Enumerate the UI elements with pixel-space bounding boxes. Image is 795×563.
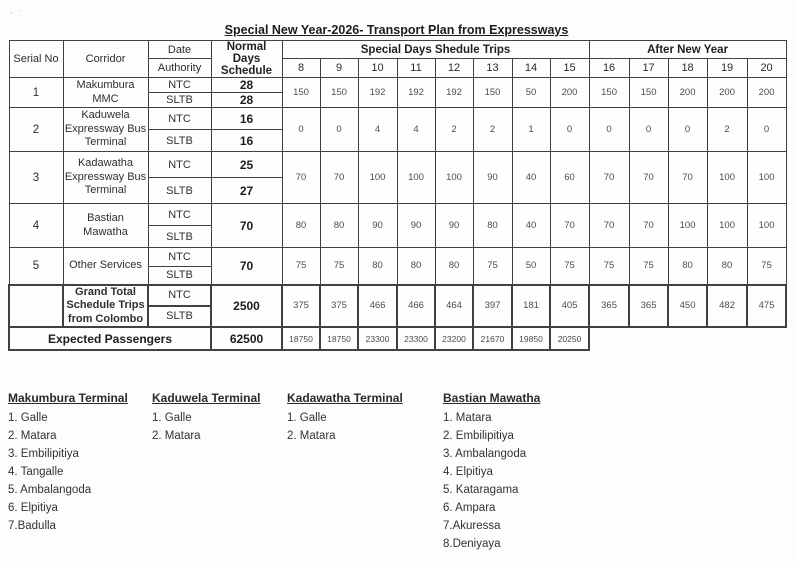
authority-sltb-cell: SLTB: [148, 93, 211, 108]
serial-cell: [9, 285, 63, 328]
trips-cell: 2: [435, 108, 473, 152]
trips-cell: 40: [512, 152, 550, 204]
trips-cell: 192: [435, 78, 473, 108]
day-header-cell: 10: [358, 59, 397, 78]
trips-cell: 90: [473, 152, 512, 204]
trips-cell: 475: [747, 285, 786, 328]
trips-cell: 70: [320, 152, 358, 204]
expected-value-cell: 20250: [550, 327, 589, 350]
transport-plan-table: [8, 40, 787, 351]
serial-cell: 4: [9, 204, 63, 248]
trips-cell: 0: [747, 108, 786, 152]
col-header-normal-days: [211, 41, 282, 78]
serial-cell: 5: [9, 248, 63, 285]
trips-cell: 75: [282, 248, 320, 285]
trips-cell: 192: [397, 78, 435, 108]
day-header-cell: 18: [668, 59, 707, 78]
col-header-corridor: Corridor: [63, 41, 148, 78]
trips-cell: 75: [320, 248, 358, 285]
normal-days-line1: Normal Days: [226, 41, 267, 65]
trips-cell: 70: [550, 204, 589, 248]
col-header-date: Date: [148, 41, 211, 59]
corridor-cell: Other Services: [63, 248, 148, 285]
trips-cell: 4: [358, 108, 397, 152]
trips-cell: 100: [358, 152, 397, 204]
trips-cell: 150: [629, 78, 668, 108]
list-item: 1. Galle: [287, 412, 327, 424]
list-item: 1. Matara: [443, 412, 492, 424]
trips-cell: 100: [707, 152, 747, 204]
trips-cell: 2: [473, 108, 512, 152]
list-item: 4. Tangalle: [8, 466, 64, 478]
trips-cell: 90: [397, 204, 435, 248]
trips-cell: 2: [707, 108, 747, 152]
serial-cell: 3: [9, 152, 63, 204]
corridor-cell: Kaduwela Expressway Bus Terminal: [63, 108, 148, 152]
schedule-ntc-cell: 16: [211, 108, 282, 130]
authority-sltb-cell: SLTB: [148, 178, 211, 204]
trips-cell: 80: [473, 204, 512, 248]
trips-cell: 482: [707, 285, 747, 328]
trips-cell: 0: [550, 108, 589, 152]
trips-cell: 100: [747, 152, 786, 204]
list-item: 4. Elpitiya: [443, 466, 493, 478]
trips-cell: 405: [550, 285, 589, 328]
trips-cell: 70: [629, 152, 668, 204]
expected-total-cell: 62500: [211, 327, 282, 350]
list-item: 1. Galle: [8, 412, 48, 424]
schedule-sltb-cell: 16: [211, 130, 282, 152]
col-header-after-new-year: After New Year: [589, 41, 786, 59]
schedule-ntc-cell: 28: [211, 78, 282, 93]
list-item: 1. Galle: [152, 412, 192, 424]
trips-cell: 365: [629, 285, 668, 328]
list-item: 6. Elpitiya: [8, 502, 58, 514]
list-item: 2. Embilipitiya: [443, 430, 514, 442]
list-item: 2. Matara: [152, 430, 201, 442]
trips-cell: 0: [629, 108, 668, 152]
authority-ntc-cell: NTC: [148, 204, 211, 226]
trips-cell: 90: [358, 204, 397, 248]
list-item: 5. Kataragama: [443, 484, 519, 496]
corridor-cell: Makumbura MMC: [63, 78, 148, 108]
trips-cell: 80: [435, 248, 473, 285]
list-title: Kadawatha Terminal: [287, 391, 403, 405]
trips-cell: 70: [668, 152, 707, 204]
trips-cell: 4: [397, 108, 435, 152]
list-title: Kaduwela Terminal: [152, 391, 261, 405]
trips-cell: 0: [282, 108, 320, 152]
trips-cell: 75: [589, 248, 629, 285]
trips-cell: 80: [397, 248, 435, 285]
trips-cell: 150: [589, 78, 629, 108]
day-header-cell: 19: [707, 59, 747, 78]
authority-ntc-cell: NTC: [148, 108, 211, 130]
list-kaduwela-terminal: [152, 391, 260, 445]
corridor-cell: Bastian Mawatha: [63, 204, 148, 248]
trips-cell: 375: [282, 285, 320, 328]
corridor-cell: Kadawatha Expressway Bus Terminal: [63, 152, 148, 204]
authority-sltb-cell: SLTB: [148, 267, 211, 285]
trips-cell: 40: [512, 204, 550, 248]
trips-cell: 80: [358, 248, 397, 285]
list-item: 8.Deniyaya: [443, 538, 501, 550]
trips-cell: 150: [282, 78, 320, 108]
trips-cell: 464: [435, 285, 473, 328]
col-header-special-days: Special Days Shedule Trips: [282, 41, 589, 59]
trips-cell: 80: [320, 204, 358, 248]
trips-cell: 100: [707, 204, 747, 248]
authority-ntc-cell: NTC: [148, 248, 211, 267]
day-header-cell: 20: [747, 59, 786, 78]
list-item: 7.Badulla: [8, 520, 56, 532]
trips-cell: 0: [668, 108, 707, 152]
authority-ntc-cell: NTC: [148, 78, 211, 93]
col-header-serial: Serial No: [9, 41, 63, 78]
trips-cell: 70: [629, 204, 668, 248]
trips-cell: 50: [512, 248, 550, 285]
trips-cell: 75: [747, 248, 786, 285]
list-item: 2. Matara: [287, 430, 336, 442]
trips-cell: 75: [473, 248, 512, 285]
list-title: Makumbura Terminal: [8, 391, 128, 405]
trips-cell: 200: [668, 78, 707, 108]
schedule-sltb-cell: 28: [211, 93, 282, 108]
serial-cell: 1: [9, 78, 63, 108]
day-header-cell: 13: [473, 59, 512, 78]
trips-cell: 375: [320, 285, 358, 328]
authority-ntc-cell: NTC: [148, 285, 211, 306]
list-kadawatha-terminal: [287, 391, 403, 445]
trips-cell: 100: [668, 204, 707, 248]
trips-cell: 100: [435, 152, 473, 204]
grand-total-schedule: 2500: [211, 285, 282, 328]
expected-value-cell: 23300: [397, 327, 435, 350]
list-title: Bastian Mawatha: [443, 391, 541, 405]
trips-cell: 80: [668, 248, 707, 285]
trips-cell: 0: [320, 108, 358, 152]
expected-value-cell: 23300: [358, 327, 397, 350]
list-item: 6. Ampara: [443, 502, 496, 514]
trips-cell: 450: [668, 285, 707, 328]
trips-cell: 0: [589, 108, 629, 152]
list-makumbura-terminal: [8, 391, 128, 535]
trips-cell: 150: [320, 78, 358, 108]
authority-sltb-cell: SLTB: [148, 306, 211, 327]
list-item: 7.Akuressa: [443, 520, 501, 532]
day-header-cell: 17: [629, 59, 668, 78]
trips-cell: 181: [512, 285, 550, 328]
serial-cell: 2: [9, 108, 63, 152]
list-item: 3. Ambalangoda: [443, 448, 527, 460]
trips-cell: 466: [397, 285, 435, 328]
schedule-cell: 70: [211, 204, 282, 248]
schedule-cell: 70: [211, 248, 282, 285]
authority-ntc-cell: NTC: [148, 152, 211, 178]
trips-cell: 200: [747, 78, 786, 108]
trips-cell: 200: [707, 78, 747, 108]
trips-cell: 50: [512, 78, 550, 108]
expected-value-cell: 18750: [282, 327, 320, 350]
day-header-cell: 14: [512, 59, 550, 78]
trips-cell: 70: [282, 152, 320, 204]
trips-cell: 60: [550, 152, 589, 204]
trips-cell: 365: [589, 285, 629, 328]
list-item: 3. Embilipitiya: [8, 448, 79, 460]
list-bastian-mawatha: [443, 391, 540, 553]
list-item: 2. Matara: [8, 430, 57, 442]
list-item: 5. Ambalangoda: [8, 484, 92, 496]
trips-cell: 192: [358, 78, 397, 108]
day-header-cell: 16: [589, 59, 629, 78]
col-header-authority: Authority: [148, 59, 211, 78]
expected-value-cell: 21670: [473, 327, 512, 350]
day-header-cell: 11: [397, 59, 435, 78]
trips-cell: 70: [589, 204, 629, 248]
normal-days-line2: Schedule: [220, 65, 273, 77]
trips-cell: 75: [629, 248, 668, 285]
grand-total-label: Grand Total Schedule Trips from Colombo: [63, 285, 148, 328]
trips-cell: 1: [512, 108, 550, 152]
authority-sltb-cell: SLTB: [148, 226, 211, 248]
trips-cell: 397: [473, 285, 512, 328]
day-header-cell: 15: [550, 59, 589, 78]
expected-passengers-label: Expected Passengers: [9, 327, 211, 350]
trips-cell: 200: [550, 78, 589, 108]
trips-cell: 150: [473, 78, 512, 108]
day-header-cell: 9: [320, 59, 358, 78]
trips-cell: 100: [397, 152, 435, 204]
day-header-cell: 12: [435, 59, 473, 78]
day-header-cell: 8: [282, 59, 320, 78]
stray-pencil-mark: , ·: [10, 5, 25, 16]
page-title: Special New Year-2026- Transport Plan from Expressways: [224, 23, 569, 37]
trips-cell: 466: [358, 285, 397, 328]
trips-cell: 75: [550, 248, 589, 285]
trips-cell: 80: [707, 248, 747, 285]
expected-value-cell: 19850: [512, 327, 550, 350]
trips-cell: 80: [282, 204, 320, 248]
authority-sltb-cell: SLTB: [148, 130, 211, 152]
trips-cell: 90: [435, 204, 473, 248]
schedule-sltb-cell: 27: [211, 178, 282, 204]
expected-value-cell: 18750: [320, 327, 358, 350]
terminal-lists-section: [0, 391, 795, 556]
trips-cell: 70: [589, 152, 629, 204]
trips-cell: 100: [747, 204, 786, 248]
schedule-ntc-cell: 25: [211, 152, 282, 178]
expected-value-cell: 23200: [435, 327, 473, 350]
